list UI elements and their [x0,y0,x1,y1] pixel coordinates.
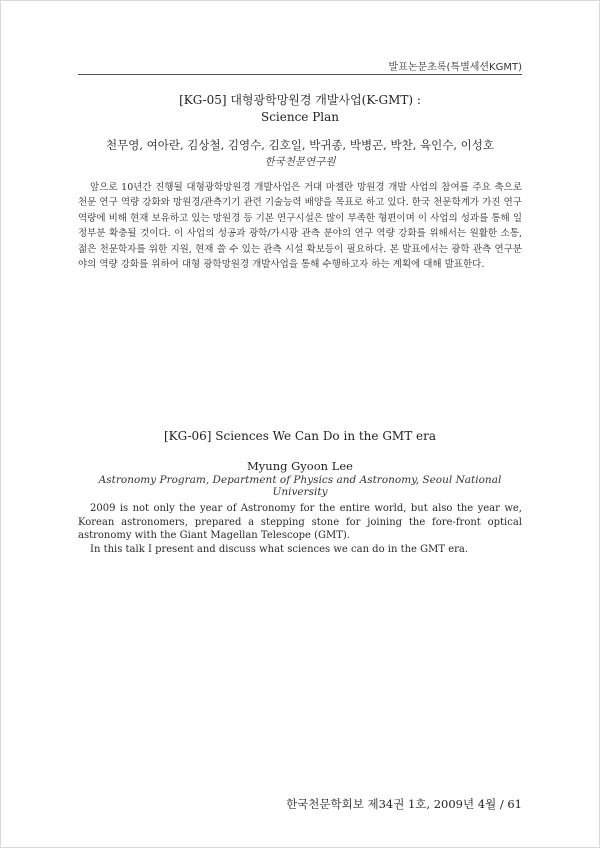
paper2-paragraph2: In this talk I present and discuss what sciences we can do in the GMT era. [90,543,469,555]
paper1-authors: 천무영, 여아란, 김상철, 김영수, 김호일, 박귀종, 박병곤, 박찬, 육인수, 이성호 [106,138,494,152]
header-rule [78,74,522,75]
paper1-title-line2: Science Plan [260,110,340,124]
paper1-affiliation: 한국천문연구원 [264,156,336,168]
paper1-abstract [78,180,522,272]
paper2-abstract [78,502,522,556]
running-header: 발표논문초록(특별세션KGMT) [388,62,522,73]
paper1-abstract-text: 앞으로 10년간 진행될 대형광학망원경 개발사업은 거대 마젤란 망원경 개발 사업의 참여를 주요 축으로 천문 연구 역량 강화와 망원경/관측기기 관련 기술능력 배양을 목표로 하고 있다. 한국 천문학계가 가진 연구 역량에 비해 현재 보유하고 있는 망원경 등 기본 연구시설은 많이 부족한 형편이며 이 사업의 성과를 통해 일정부분 확충될 것이다. 이 사업의 성공과 광학/가시광 관측 분야의 연구 역량 강화를 위해서는 원활한 소통, 젊은 천문학자를 위한 지원, 현재 쓸 수 있는 관측 시설 확보등이 필요하다. 본 발표에서는 광학 관측 연구분야의 역량 강화를 위하여 대형 광학망원경 개발사업을 통해 수행하고자 하는 계획에 대해 발표한다. [78,182,522,271]
paper1-title-line1: [KG-05] 대형광학망원경 개발사업(K-GMT) : [179,93,421,107]
paper2-author: Myung Gyoon Lee [247,459,353,473]
page-footer: 한국천문학회보 제34권 1호, 2009년 4월 / 61 [286,797,522,811]
paper2-affiliation: Astronomy Program, Department of Physics and Astronomy, Seoul National University [98,474,502,498]
paper1-title [78,92,522,126]
paper2-title: [KG-06] Sciences We Can Do in the GMT era [163,429,437,443]
paper2-paragraph1: 2009 is not only the year of Astronomy for the entire world, but also the year we, Korean astronomers, prepared a stepping stone for joining the fore-front optical astronomy with the Giant Magellan Telescope (GMT). [78,503,522,542]
